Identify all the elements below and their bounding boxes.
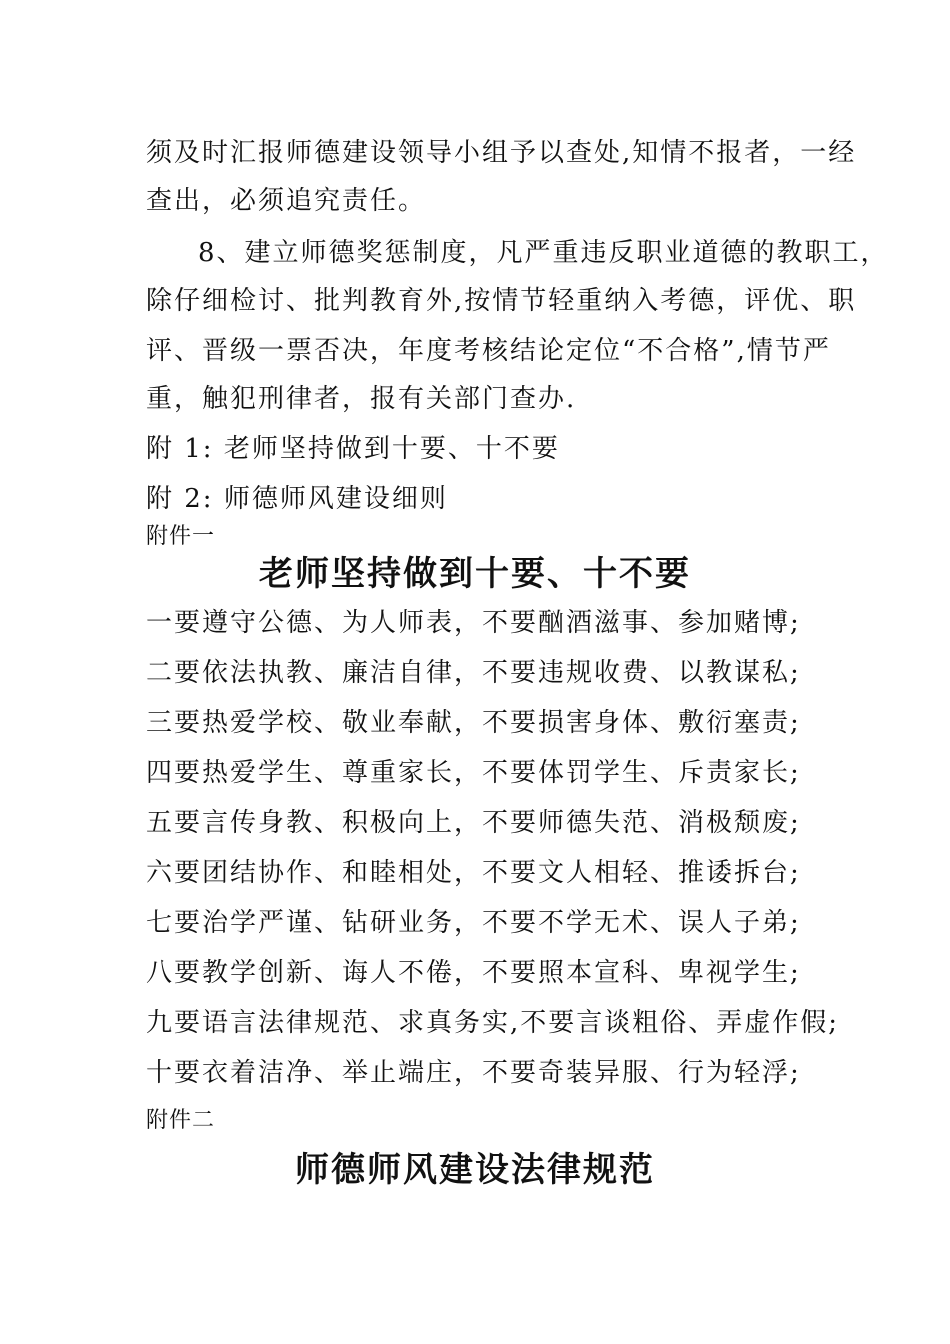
section-title: 老师坚持做到十要、十不要 xyxy=(259,554,691,594)
list-item: 四要热爱学生、尊重家长，不要体罚学生、斥责家长; xyxy=(146,758,801,788)
paragraph-line: 重，触犯刑律者，报有关部门查办. xyxy=(146,384,577,414)
paragraph-line: 除仔细检讨、批判教育外,按情节轻重纳入考德，评优、职 xyxy=(146,286,857,316)
section-title: 师德师风建设法律规范 xyxy=(295,1150,655,1190)
attachment-label: 附件一 xyxy=(146,524,216,549)
paragraph-line: 须及时汇报师德建设领导小组予以查处,知情不报者，一经 xyxy=(146,138,857,168)
list-item: 三要热爱学校、敬业奉献，不要损害身体、敷衍塞责; xyxy=(146,708,801,738)
attachment-list-item: 附 2: 师德师风建设细则 xyxy=(146,484,448,514)
list-item: 二要依法执教、廉洁自律，不要违规收费、以教谋私; xyxy=(146,658,801,688)
list-item: 一要遵守公德、为人师表，不要酗酒滋事、参加赌博; xyxy=(146,608,801,638)
list-item: 八要教学创新、诲人不倦，不要照本宣科、卑视学生; xyxy=(146,958,801,988)
attachment-list-item: 附 1: 老师坚持做到十要、十不要 xyxy=(146,434,560,464)
list-item: 六要团结协作、和睦相处，不要文人相轻、推诿拆台; xyxy=(146,858,801,888)
paragraph-line: 8、建立师德奖惩制度，凡严重违反职业道德的教职工， xyxy=(198,238,889,268)
list-item: 十要衣着洁净、举止端庄，不要奇装异服、行为轻浮; xyxy=(146,1058,801,1088)
list-item: 五要言传身教、积极向上，不要师德失范、消极颓废; xyxy=(146,808,801,838)
paragraph-line: 查出，必须追究责任。 xyxy=(146,186,427,216)
list-item: 九要语言法律规范、求真务实,不要言谈粗俗、弄虚作假; xyxy=(146,1008,840,1038)
attachment-label: 附件二 xyxy=(146,1108,216,1133)
list-item: 七要治学严谨、钻研业务，不要不学无术、误人子弟; xyxy=(146,908,801,938)
paragraph-line: 评、晋级一票否决，年度考核结论定位“不合格”,情节严 xyxy=(146,336,831,366)
